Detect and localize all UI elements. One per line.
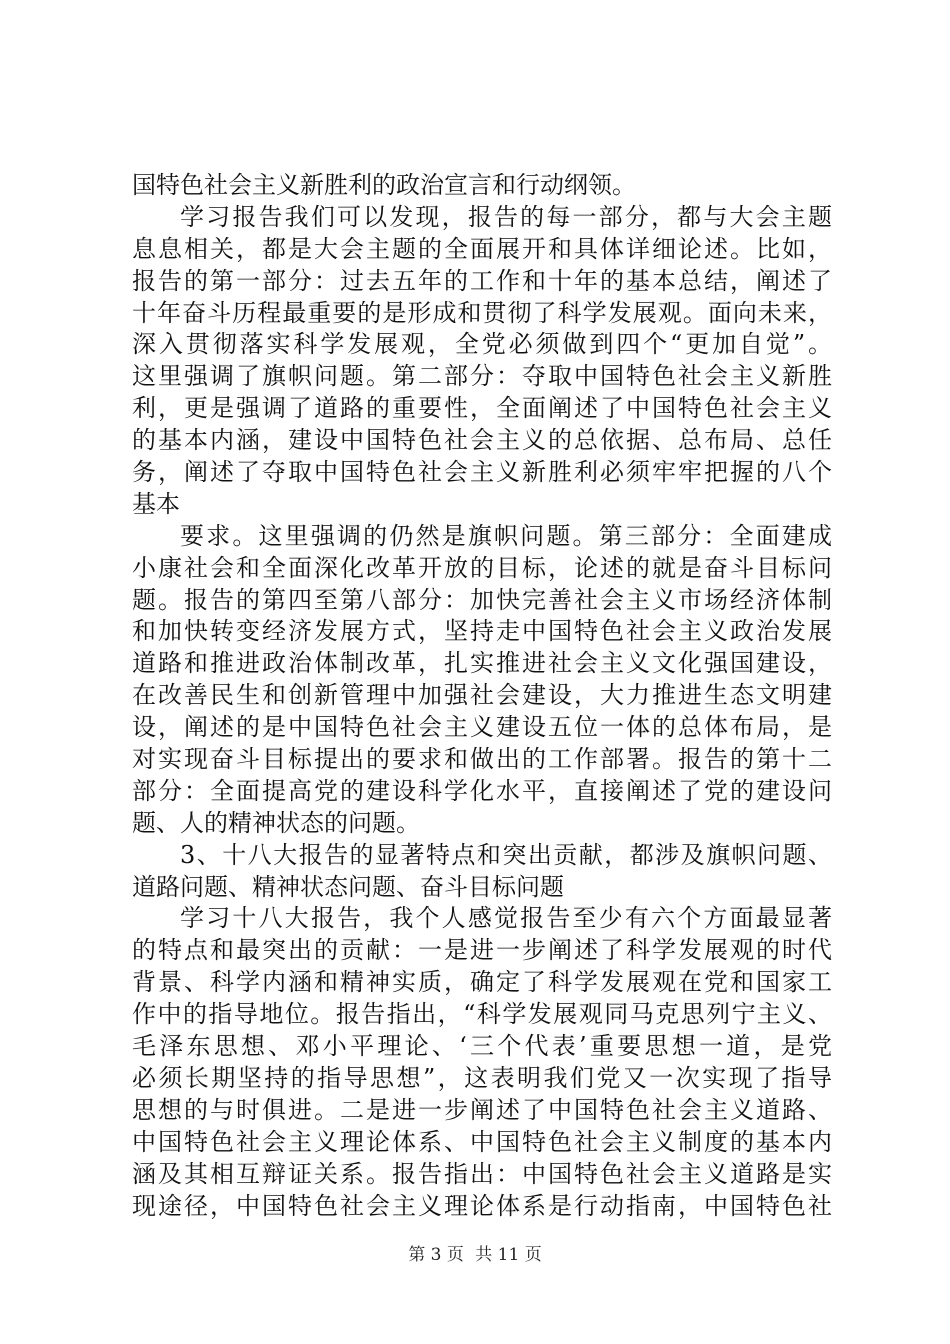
text-line: 题、人的精神状态的问题。 xyxy=(132,808,420,837)
text-line: 对实现奋斗目标提出的要求和做出的工作部署。报告的第十二 xyxy=(132,745,832,774)
text-line: 报告的第一部分：过去五年的工作和十年的基本总结，阐述了 xyxy=(132,266,832,295)
text-line: 涵及其相互辩证关系。报告指出：中国特色社会主义道路是实 xyxy=(132,1159,832,1188)
text-line: 这里强调了旗帜问题。第二部分：夺取中国特色社会主义新胜 xyxy=(132,362,832,391)
text-line: 3、十八大报告的显著特点和突出贡献，都涉及旗帜问题、 xyxy=(180,840,832,869)
text-line: 思想的与时俱进。二是进一步阐述了中国特色社会主义道路、 xyxy=(132,1095,832,1124)
text-line: 利，更是强调了道路的重要性，全面阐述了中国特色社会主义 xyxy=(132,394,832,423)
text-line: 国特色社会主义新胜利的政治宣言和行动纲领。 xyxy=(132,171,636,199)
text-line: 中国特色社会主义理论体系、中国特色社会主义制度的基本内 xyxy=(132,1127,832,1156)
text-line: 在改善民生和创新管理中加强社会建设，大力推进生态文明建 xyxy=(132,681,832,710)
document-body xyxy=(132,170,832,1222)
text-line: 现途径，中国特色社会主义理论体系是行动指南，中国特色社 xyxy=(132,1191,832,1220)
total-pages: 共 11 页 xyxy=(475,1245,542,1265)
text-line: 必须长期坚持的指导思想”，这表明我们党又一次实现了指导 xyxy=(132,1063,832,1092)
page-footer xyxy=(0,1240,950,1265)
text-line: 和加快转变经济发展方式，坚持走中国特色社会主义政治发展 xyxy=(132,617,832,646)
text-line: 题。报告的第四至第八部分：加快完善社会主义市场经济体制 xyxy=(132,585,832,614)
text-line: 道路问题、精神状态问题、奋斗目标问题 xyxy=(132,872,564,901)
text-line: 小康社会和全面深化改革开放的目标，论述的就是奋斗目标问 xyxy=(132,553,832,582)
text-line: 毛泽东思想、邓小平理论、‘三个代表’重要思想一道，是党 xyxy=(132,1032,832,1061)
text-line: 息息相关，都是大会主题的全面展开和具体详细论述。比如， xyxy=(132,234,832,263)
text-line: 学习十八大报告，我个人感觉报告至少有六个方面最显著 xyxy=(180,904,832,933)
text-line: 设，阐述的是中国特色社会主义建设五位一体的总体布局，是 xyxy=(132,713,832,742)
text-line: 作中的指导地位。报告指出，“科学发展观同马克思列宁主义、 xyxy=(132,1000,832,1029)
text-line: 十年奋斗历程最重要的是形成和贯彻了科学发展观。面向未来， xyxy=(132,298,832,327)
text-line: 部分：全面提高党的建设科学化水平，直接阐述了党的建设问 xyxy=(132,776,832,805)
page-number: 第 3 页 xyxy=(408,1245,464,1265)
text-line: 的特点和最突出的贡献：一是进一步阐述了科学发展观的时代 xyxy=(132,936,832,965)
text-line: 务，阐述了夺取中国特色社会主义新胜利必须牢牢把握的八个 xyxy=(132,458,832,487)
text-line: 背景、科学内涵和精神实质，确定了科学发展观在党和国家工 xyxy=(132,968,832,997)
text-line: 道路和推进政治体制改革，扎实推进社会主义文化强国建设， xyxy=(132,649,832,678)
text-line: 基本 xyxy=(132,489,180,518)
text-line: 深入贯彻落实科学发展观，全党必须做到四个“更加自觉”。 xyxy=(132,330,832,359)
text-line: 学习报告我们可以发现，报告的每一部分，都与大会主题 xyxy=(180,202,832,231)
text-line: 要求。这里强调的仍然是旗帜问题。第三部分：全面建成 xyxy=(180,521,832,550)
text-line: 的基本内涵，建设中国特色社会主义的总依据、总布局、总任 xyxy=(132,426,832,455)
